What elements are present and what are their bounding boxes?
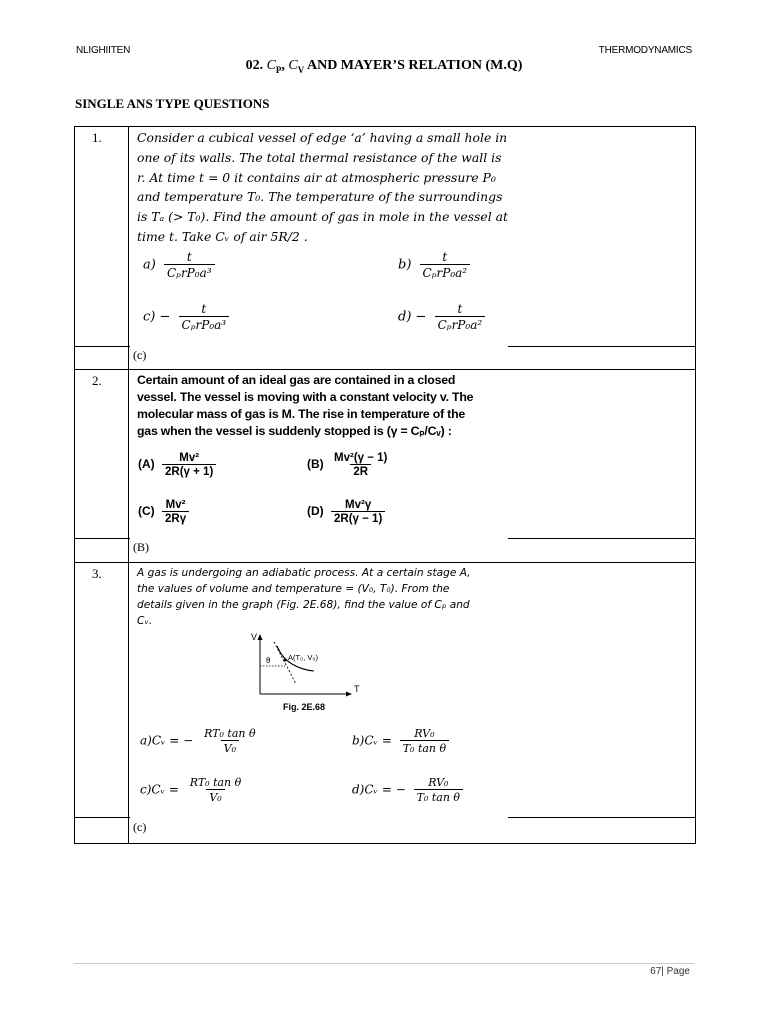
title-cp-sub: P [275,64,282,75]
row-divider [74,369,696,370]
title-cv-sub: V [297,64,305,75]
option-a: a)Cᵥ = − $\frac{\text{RT₀ tan θ}}{\text{V₀}}$ [140,727,256,755]
y-axis-label: V [251,632,258,642]
row-divider [74,817,130,818]
answer: (B) [133,540,149,554]
adiabatic-graph [250,630,360,712]
point-a [284,659,287,662]
option-b: b)Cᵥ = $\frac{\text{RV₀}}{\text{T₀ tan θ}}$ [352,727,449,755]
question-text: Consider a cubical vessel of edge ‘a’ having a small hole in one of its walls. The total thermal resistance of the wall is r. At time t = 0 it contains air at atmospheric pressure P₀ and temperature T₀. The temperature of the surroundings is Tₐ (> T₀). Find the amount of gas in mole in the vessel at time t. Take Cᵥ of air 5R/2 . [137,128,509,247]
row-divider [74,346,130,347]
header-right: THERMODYNAMICS [598,45,692,56]
page-number: 67| Page [650,966,690,977]
x-axis-arrow [346,692,352,697]
option-b: (B) $\frac{\text{Mv²(γ − 1)}}{2R}$ [307,452,388,478]
answer: (c) [133,820,147,834]
option-d: d)Cᵥ = − $\frac{\text{RV₀}}{\text{T₀ tan θ}}$ [352,776,463,804]
question-number: 3. [92,566,102,581]
table-column-divider [128,126,129,844]
y-axis-arrow [258,634,263,640]
option-c: c) − $\frac{t}{\text{CₚrP₀a³}}$ [143,302,229,332]
option-d: d) − $\frac{t}{\text{CₚrP₀a²}}$ [398,302,485,332]
figure-caption: Fig. 2E.68 [283,702,326,712]
question-number: 1. [92,130,102,145]
option-a: (A) $\frac{\text{Mv²}}{2R(\gamma + 1)}$ [138,452,216,478]
footer-divider [74,963,694,964]
answer: (c) [133,348,147,362]
question-text: A gas is undergoing an adiabatic process. At a certain stage A, the values of volume and temperature = (V₀, T₀). From the details given in the graph (Fig. 2E.68), find the value of Cₚ and Cᵥ. [137,565,477,629]
option-a: a) $\frac{t}{\text{CₚrP₀a³}}$ [143,250,215,280]
row-divider [508,538,696,539]
angle-label: θ [266,656,271,665]
title-cv: C [288,58,298,73]
title-rest: AND MAYER’S RELATION (M.Q) [304,58,523,73]
section-heading: SINGLE ANS TYPE QUESTIONS [75,96,270,111]
page-title [0,58,768,75]
row-divider [508,817,696,818]
tangent-line [274,642,296,684]
row-divider [74,538,130,539]
row-divider [508,346,696,347]
question-text: Certain amount of an ideal gas are contained in a closed vessel. The vessel is moving with a constant velocity v. The molecular mass of gas is M. The rise in temperature of the gas when the vessel is suddenly stopped is (γ = Cₚ/Cᵥ) : [137,372,482,440]
option-d: (D) $\frac{\text{Mv²γ}}{2R(\gamma - 1)}$ [307,499,385,525]
point-label: A(T₀, V₀) [288,653,318,662]
option-c: (C) $\frac{\text{Mv²}}{2R\gamma}$ [138,499,189,525]
title-prefix: 02. [245,58,264,73]
title-cp: C [266,58,276,73]
header-left: NLIGHIITEN [76,45,131,56]
option-c: c)Cᵥ = $\frac{\text{RT₀ tan θ}}{\text{V₀}}$ [140,776,242,804]
option-b: b) $\frac{t}{\text{CₚrP₀a²}}$ [398,250,470,280]
question-number: 2. [92,373,102,388]
row-divider [74,562,696,563]
x-axis-label: T [354,684,360,694]
title-sep: , [281,58,289,73]
